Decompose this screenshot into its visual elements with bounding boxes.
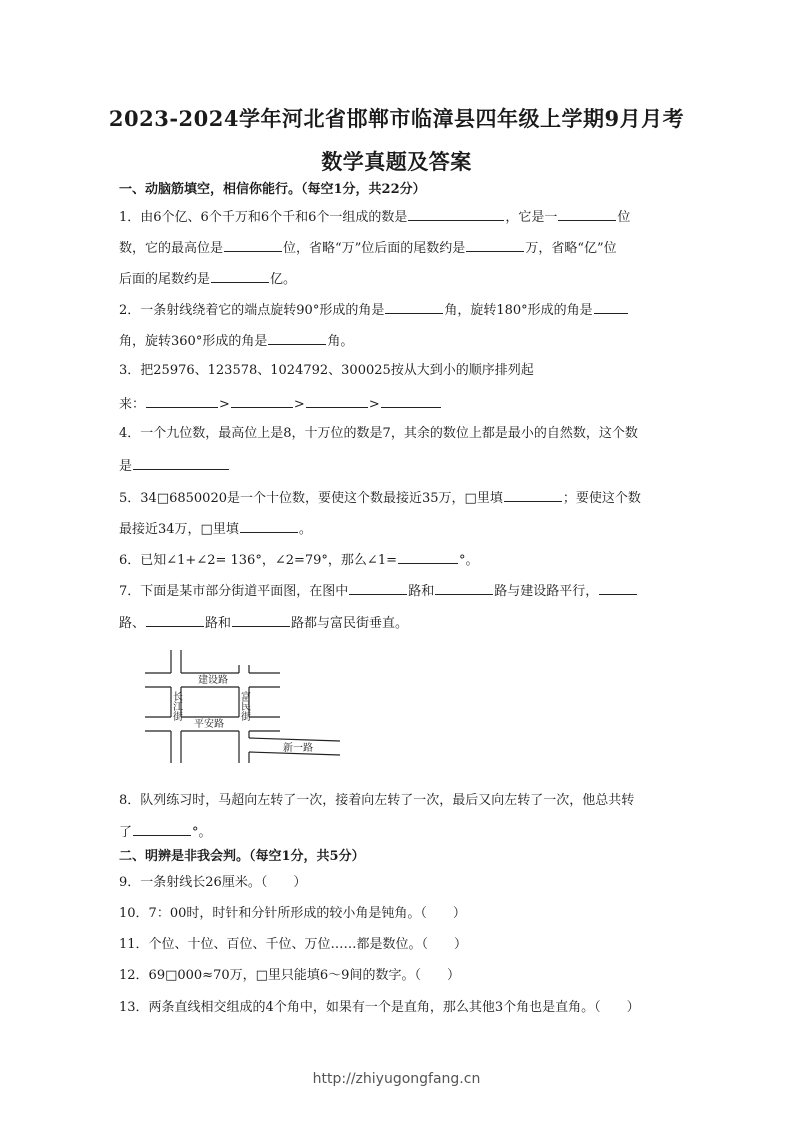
question-8-line-1: 8．队列练习时，马超向左转了一次，接着向左转了一次，最后又向左转了一次，他总共转 — [119, 793, 635, 808]
question-11: 11．个位、十位、百位、千位、万位……都是数位。（ ） — [119, 937, 468, 952]
answer-blank[interactable] — [240, 519, 298, 533]
answer-blank[interactable] — [599, 581, 637, 595]
question-1-line-2: 数，它的最高位是 位，省略“万”位后面的尾数约是 万，省略“亿”位 — [119, 238, 617, 258]
question-4-line-1: 4．一个九位数，最高位上是8，十万位的数是7，其余的数位上都是最小的自然数，这个数 — [119, 426, 638, 441]
answer-blank[interactable] — [408, 207, 504, 221]
footer-url[interactable]: http://zhiyugongfang.cn — [312, 1071, 481, 1087]
answer-blank[interactable] — [349, 581, 407, 595]
question-1-line-3: 后面的尾数约是 亿。 — [119, 269, 296, 289]
question-1-line-1: 1．由6个亿、6个千万和6个千和6个一组成的数是 ，它是一 位 — [119, 207, 630, 227]
map-label-xinyi: 新一路 — [283, 743, 313, 754]
answer-blank[interactable] — [231, 394, 293, 408]
answer-blank[interactable] — [466, 238, 524, 252]
map-label-pingan: 平安路 — [194, 719, 224, 730]
question-7-line-2: 路、 路和 路都与富民街垂直。 — [119, 613, 408, 633]
answer-blank[interactable] — [381, 394, 441, 408]
answer-blank[interactable] — [398, 550, 458, 564]
question-3-line-2: 来： > > > — [119, 394, 442, 414]
question-12: 12．69□000≈70万，□里只能填6～9间的数字。（ ） — [119, 968, 460, 983]
question-3-line-1: 3．把25976、123578、1024792、300025按从大到小的顺序排列起 — [119, 363, 534, 378]
answer-blank[interactable] — [306, 394, 368, 408]
question-2-line-1: 2．一条射线绕着它的端点旋转90°形成的角是 角，旋转180°形成的角是 — [119, 300, 629, 320]
question-5-line-1: 5．34□6850020是一个十位数，要使这个数最接近35万，□里填 ；要使这个数 — [119, 488, 641, 508]
question-13: 13．两条直线相交组成的4个角中，如果有一个是直角，那么其他3个角也是直角。（ ） — [119, 1000, 640, 1015]
question-8-line-2: 了 °。 — [119, 822, 212, 842]
map-label-jianshe: 建设路 — [198, 675, 228, 686]
answer-blank[interactable] — [224, 238, 282, 252]
section-2-heading: 二、明辨是非我会判。（每空1分，共5分） — [119, 849, 365, 864]
question-10: 10．7：00时，时针和分针所形成的较小角是钝角。（ ） — [119, 906, 466, 921]
question-9: 9．一条射线长26厘米。（ ） — [119, 875, 307, 890]
answer-blank[interactable] — [594, 300, 628, 314]
section-1-heading: 一、动脑筋填空，相信你能行。（每空1分，共22分） — [119, 182, 426, 197]
question-6: 6．已知∠1+∠2= 136°，∠2=79°，那么∠1= °。 — [119, 550, 479, 570]
street-map — [140, 645, 345, 770]
title-line-1: 2023-2024学年河北省邯郸市临漳县四年级上学期9月月考 — [108, 106, 685, 131]
answer-blank[interactable] — [211, 269, 269, 283]
answer-blank[interactable] — [232, 613, 290, 627]
map-label-changjiang: 长江街 — [170, 691, 182, 721]
question-2-line-2: 角，旋转360°形成的角是 角。 — [119, 331, 353, 351]
question-5-line-2: 最接近34万，□里填 。 — [119, 519, 312, 539]
answer-blank[interactable] — [146, 613, 204, 627]
answer-blank[interactable] — [268, 331, 326, 345]
answer-blank[interactable] — [435, 581, 493, 595]
answer-blank[interactable] — [146, 394, 218, 408]
answer-blank[interactable] — [504, 488, 562, 502]
title-line-2: 数学真题及答案 — [321, 149, 472, 174]
answer-blank[interactable] — [133, 456, 229, 470]
answer-blank[interactable] — [558, 207, 616, 221]
answer-blank[interactable] — [385, 300, 443, 314]
question-7-line-1: 7．下面是某市部分街道平面图，在图中 路和 路与建设路平行， — [119, 581, 638, 601]
question-4-line-2: 是 — [119, 456, 230, 476]
map-label-fumin: 富民街 — [238, 691, 250, 721]
answer-blank[interactable] — [133, 822, 191, 836]
